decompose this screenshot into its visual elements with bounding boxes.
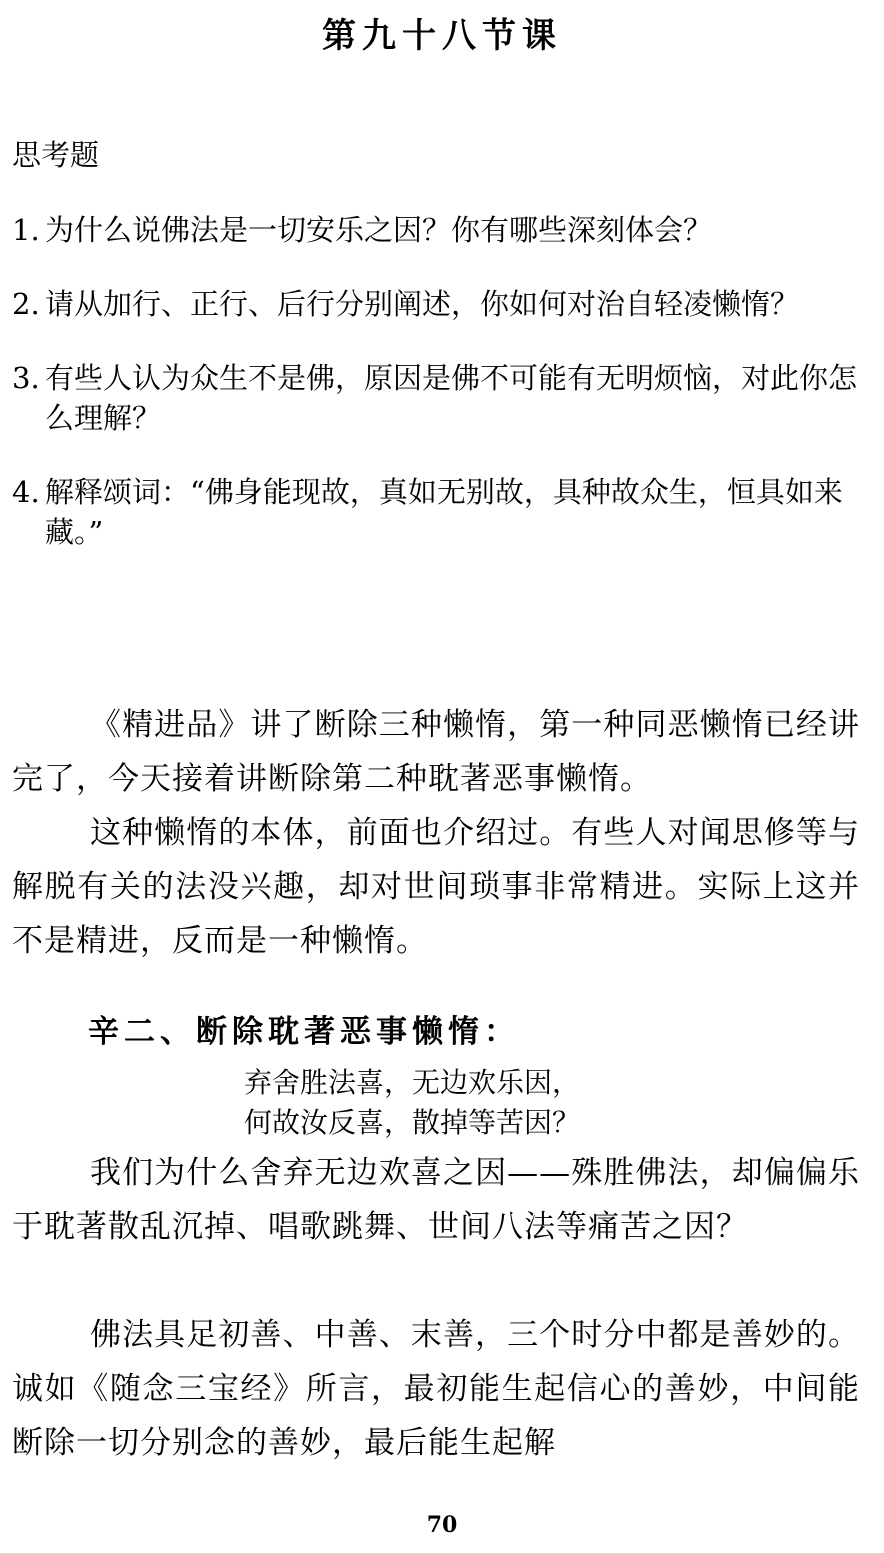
body-paragraph: 《精进品》讲了断除三种懒惰，第一种同恶懒惰已经讲完了，今天接着讲断除第二种耽著恶事懒惰。 (12, 707, 860, 797)
lesson-title: 第九十八节课 (322, 16, 562, 56)
question-number: 4. (12, 475, 40, 509)
question-number: 3. (12, 361, 40, 395)
question-item (12, 358, 862, 438)
page-number: 70 (426, 1512, 458, 1538)
question-text: 有些人认为众生不是佛，原因是佛不可能有无明烦恼，对此你怎么理解？ (45, 361, 858, 435)
question-number: 2. (12, 287, 40, 321)
section-heading: 辛二、断除耽著恶事懒惰： (88, 1014, 520, 1050)
verse-line: 弃舍胜法喜，无边欢乐因， (244, 1066, 581, 1099)
questions-heading: 思考题 (12, 138, 100, 172)
question-number: 1. (12, 213, 40, 247)
question-item (12, 472, 862, 552)
body-paragraph: 佛法具足初善、中善、末善，三个时分中都是善妙的。诚如《随念三宝经》所言，最初能生起信心的善妙，中间能断除一切分别念的善妙，最后能生起解 (12, 1317, 860, 1461)
question-item (12, 210, 862, 250)
body-paragraph: 我们为什么舍弃无边欢喜之因——殊胜佛法，却偏偏乐于耽著散乱沉掉、唱歌跳舞、世间八法等痛苦之因？ (12, 1155, 860, 1245)
question-text: 解释颂词：“佛身能现故，真如无别故，具种故众生，恒具如来藏。” (45, 475, 843, 549)
question-text: 为什么说佛法是一切安乐之因？你有哪些深刻体会？ (45, 213, 713, 247)
body-paragraph: 这种懒惰的本体，前面也介绍过。有些人对闻思修等与解脱有关的法没兴趣，却对世间琐事非常精进。实际上这并不是精进，反而是一种懒惰。 (12, 815, 860, 959)
question-item (12, 284, 862, 324)
question-text: 请从加行、正行、后行分别阐述，你如何对治自轻凌懒惰？ (45, 287, 800, 321)
verse-line: 何故汝反喜，散掉等苦因？ (244, 1106, 581, 1139)
